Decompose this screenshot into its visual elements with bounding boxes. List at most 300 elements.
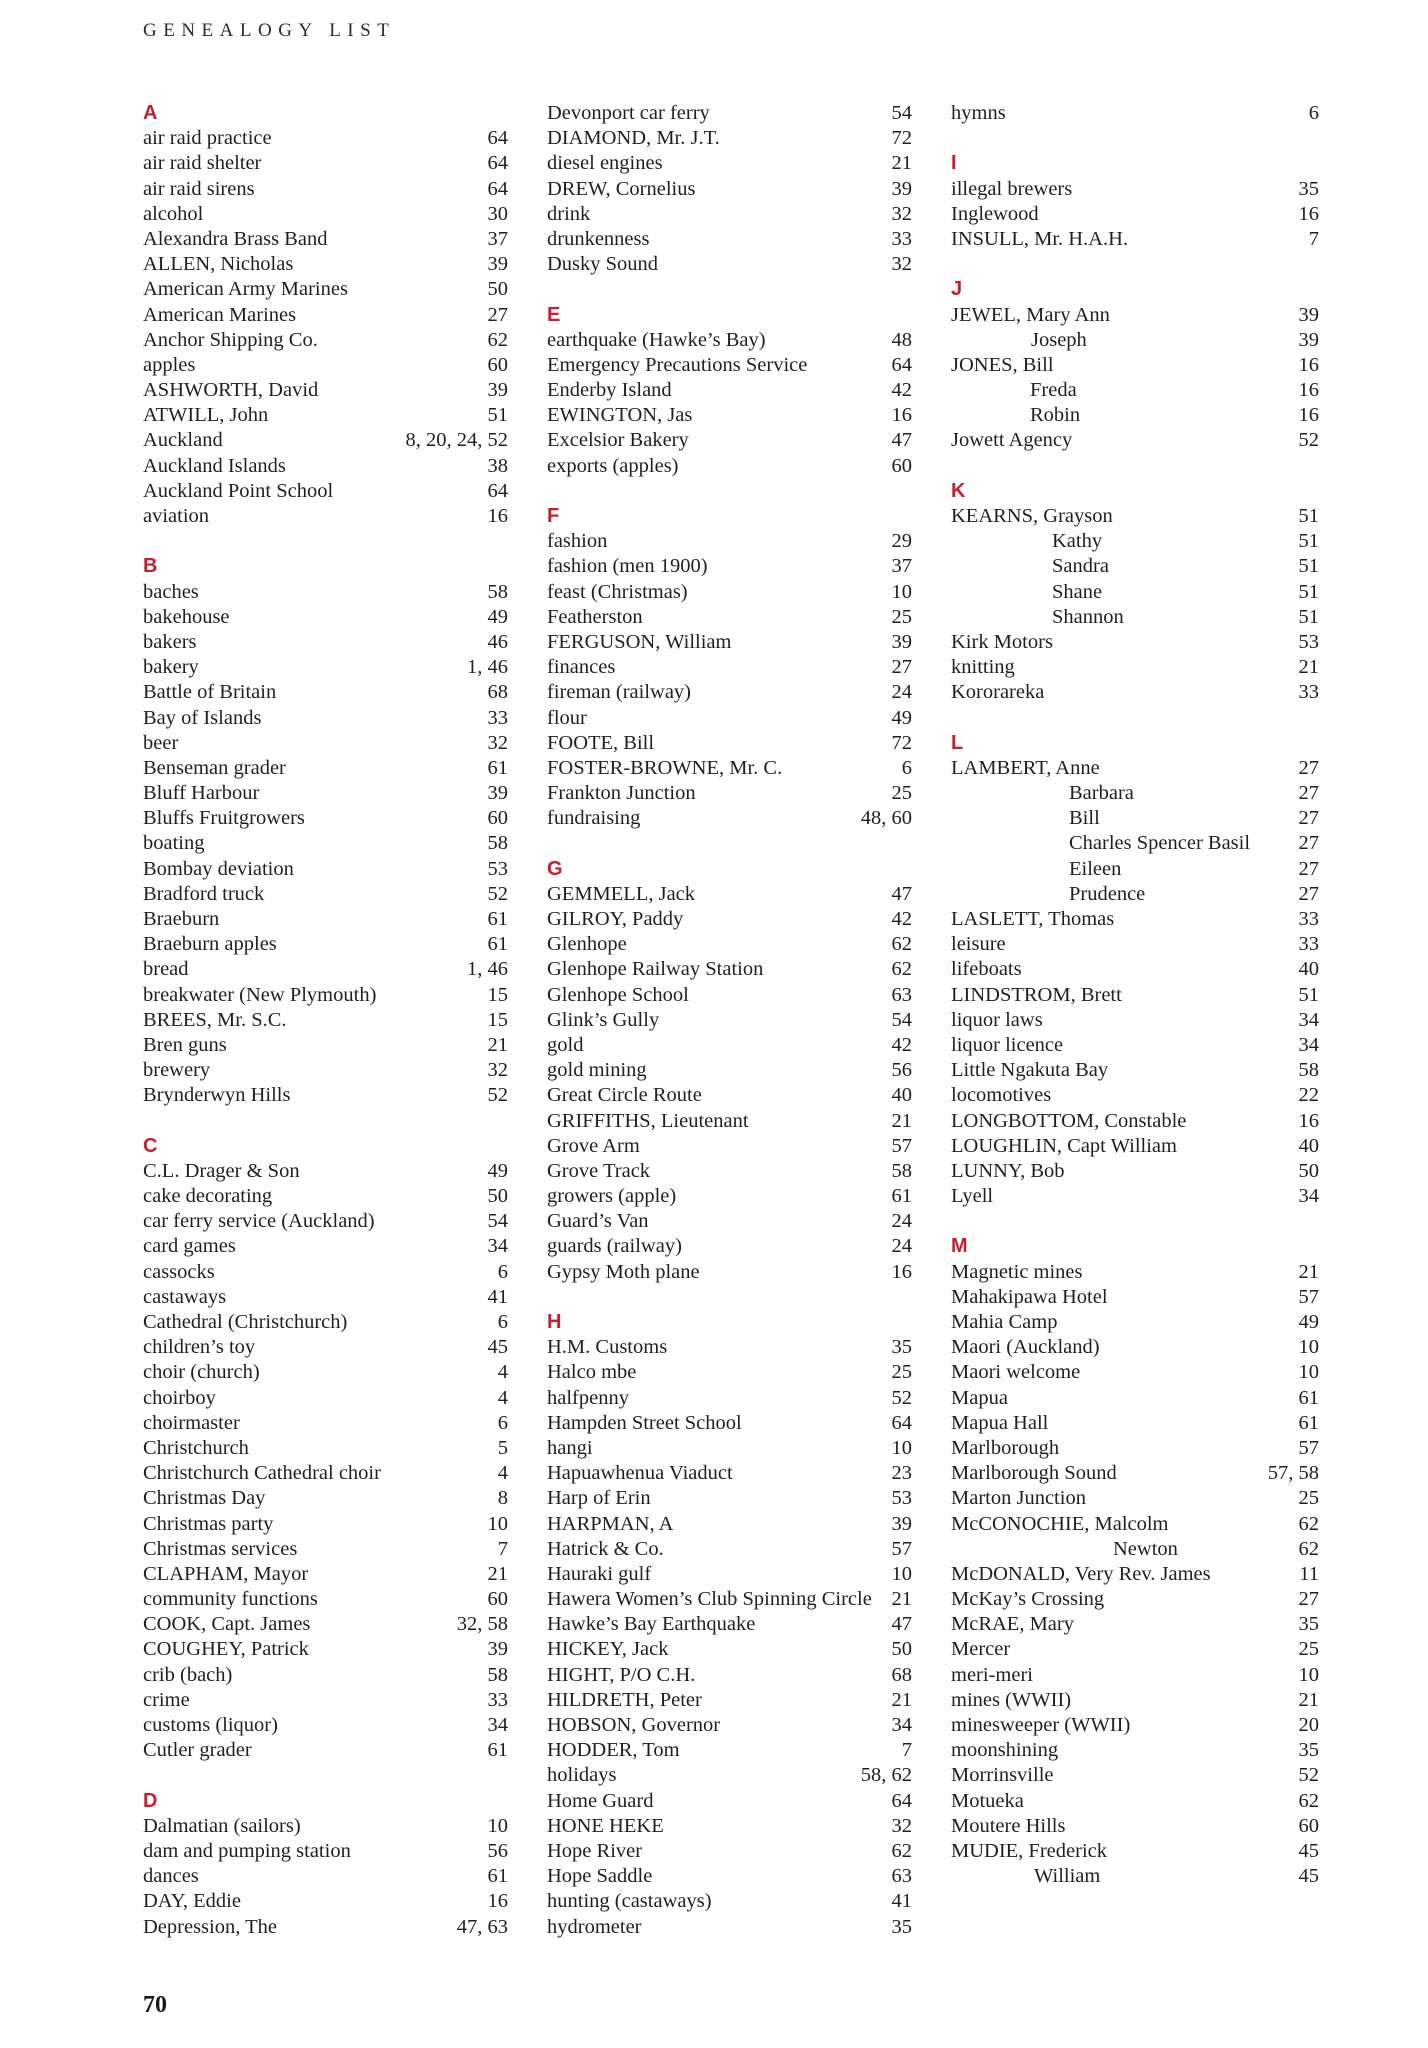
- section-letter-heading: I: [951, 152, 957, 175]
- entry-term: earthquake (Hawke’s Bay): [547, 328, 766, 351]
- index-entry: [143, 1411, 508, 1436]
- entry-term: choirmaster: [143, 1411, 240, 1434]
- entry-term: gold: [547, 1033, 584, 1056]
- index-entry: [143, 1360, 508, 1385]
- entry-term: Cathedral (Christchurch): [143, 1311, 348, 1333]
- entry-page-refs: 20: [1298, 1714, 1319, 1736]
- entry-term: COOK, Capt. James: [143, 1613, 311, 1636]
- entry-page-refs: 32: [487, 731, 508, 754]
- index-entry: [547, 1889, 912, 1914]
- entry-term: McCONOCHIE, Malcolm: [951, 1512, 1169, 1535]
- entry-term: Auckland: [143, 429, 223, 452]
- entry-page-refs: 60: [1298, 1814, 1319, 1837]
- entry-page-refs: 62: [891, 933, 912, 956]
- entry-term: JEWEL, Mary Ann: [951, 303, 1110, 326]
- entry-term: Kathy: [1052, 530, 1103, 553]
- entry-page-refs: 27: [1298, 882, 1319, 905]
- entry-page-refs: 24: [891, 681, 912, 704]
- entry-term: Cutler grader: [143, 1739, 252, 1762]
- entry-term: Glenhope: [547, 933, 627, 956]
- entry-page-refs: 47, 63: [456, 1915, 508, 1938]
- index-entry: [547, 1612, 912, 1637]
- entry-term: Frankton Junction: [547, 782, 696, 805]
- entry-term: FERGUSON, William: [547, 630, 732, 653]
- index-entry: [547, 554, 912, 579]
- section-gap: [143, 529, 508, 554]
- index-entry: [951, 1285, 1319, 1310]
- entry-page-refs: 58: [891, 1159, 912, 1182]
- entry-page-refs: 61: [487, 756, 508, 779]
- index-entry: [143, 1486, 508, 1511]
- index-entry: [951, 1386, 1319, 1411]
- entry-page-refs: 52: [487, 882, 508, 905]
- entry-term: Glenhope Railway Station: [547, 958, 764, 981]
- entry-page-refs: 6: [497, 1311, 508, 1333]
- index-column-2: [547, 101, 912, 1940]
- entry-term: dam and pumping station: [143, 1839, 351, 1862]
- entry-term: BREES, Mr. S.C.: [143, 1008, 287, 1031]
- entry-term: Bill: [1069, 807, 1100, 830]
- entry-page-refs: 33: [891, 227, 912, 250]
- entry-page-refs: 62: [1298, 1789, 1319, 1812]
- index-entry: [143, 806, 508, 831]
- section-letter-heading: E: [547, 303, 561, 326]
- entry-page-refs: 16: [1298, 1109, 1319, 1132]
- index-entry: [143, 1159, 508, 1184]
- page-number: 70: [143, 1992, 167, 2018]
- index-entry: [547, 907, 912, 932]
- index-entry: [951, 983, 1319, 1008]
- entry-page-refs: 40: [891, 1084, 912, 1107]
- entry-term: Hampden Street School: [547, 1411, 742, 1434]
- entry-page-refs: 61: [487, 1739, 508, 1762]
- entry-term: minesweeper (WWII): [951, 1714, 1131, 1736]
- entry-term: HIGHT, P/O C.H.: [547, 1663, 696, 1686]
- index-entry: [143, 731, 508, 756]
- entry-page-refs: 6: [1308, 102, 1319, 124]
- entry-term: Glenhope School: [547, 983, 689, 1006]
- entry-page-refs: 46: [487, 630, 508, 653]
- entry-term: Marlborough Sound: [951, 1462, 1117, 1485]
- entry-term: Harp of Erin: [547, 1487, 651, 1510]
- entry-page-refs: 29: [891, 530, 912, 553]
- entry-term: Bradford truck: [143, 882, 265, 905]
- entry-page-refs: 57: [1298, 1436, 1319, 1459]
- index-entry: [547, 126, 912, 151]
- entry-term: hydrometer: [547, 1915, 642, 1938]
- entry-page-refs: 16: [1298, 353, 1319, 376]
- entry-term: choir (church): [143, 1361, 260, 1384]
- entry-term: breakwater (New Plymouth): [143, 983, 377, 1006]
- entry-page-refs: 34: [1298, 1033, 1319, 1056]
- entry-page-refs: 64: [487, 479, 508, 502]
- entry-page-refs: 72: [891, 127, 912, 150]
- entry-term: FOOTE, Bill: [547, 731, 655, 754]
- entry-page-refs: 63: [891, 983, 912, 1006]
- section-letter-heading: M: [951, 1235, 968, 1258]
- section-letter-heading: L: [951, 731, 964, 754]
- index-entry: [547, 202, 912, 227]
- entry-term: H.M. Customs: [547, 1336, 668, 1359]
- entry-term: Mahia Camp: [951, 1311, 1058, 1333]
- entry-page-refs: 60: [891, 454, 912, 477]
- entry-term: finances: [547, 656, 616, 679]
- entry-page-refs: 64: [891, 1789, 912, 1812]
- entry-term: Eileen: [1069, 857, 1122, 880]
- entry-term: CLAPHAM, Mayor: [143, 1562, 309, 1585]
- index-entry: [951, 202, 1319, 227]
- entry-term: crime: [143, 1688, 190, 1711]
- index-entry: [143, 1889, 508, 1914]
- index-entry: [951, 1159, 1319, 1184]
- entry-page-refs: 64: [487, 127, 508, 150]
- index-entry: [143, 1637, 508, 1662]
- index-entry: [143, 605, 508, 630]
- entry-page-refs: 22: [1298, 1084, 1319, 1107]
- section-gap: [547, 277, 912, 302]
- index-entry: [951, 529, 1319, 554]
- entry-term: Glink’s Gully: [547, 1008, 660, 1031]
- index-entry: [547, 227, 912, 252]
- section-gap: [143, 1763, 508, 1788]
- entry-page-refs: 63: [891, 1865, 912, 1888]
- entry-page-refs: 48: [891, 328, 912, 351]
- index-entry: [547, 605, 912, 630]
- index-entry: [951, 378, 1319, 403]
- section-letter-heading: J: [951, 278, 963, 301]
- entry-term: Sandra: [1052, 555, 1109, 578]
- entry-term: HONE HEKE: [547, 1814, 664, 1837]
- index-entry: [951, 605, 1319, 630]
- index-entry: [951, 1411, 1319, 1436]
- section-letter-heading: H: [547, 1311, 562, 1333]
- entry-page-refs: 60: [487, 1588, 508, 1611]
- entry-term: community functions: [143, 1588, 318, 1611]
- index-entry: [547, 529, 912, 554]
- entry-page-refs: 27: [891, 656, 912, 679]
- entry-page-refs: 51: [1298, 530, 1319, 553]
- entry-term: gold mining: [547, 1059, 647, 1082]
- index-entry: [951, 1864, 1319, 1889]
- index-entry: [143, 303, 508, 328]
- entry-term: air raid shelter: [143, 152, 262, 175]
- entry-page-refs: 10: [891, 580, 912, 603]
- entry-page-refs: 34: [1298, 1008, 1319, 1031]
- entry-term: Magnetic mines: [951, 1260, 1083, 1283]
- index-entry: [547, 1260, 912, 1285]
- entry-term: Kororareka: [951, 681, 1045, 704]
- entry-term: American Marines: [143, 303, 297, 326]
- index-entry: [143, 177, 508, 202]
- entry-page-refs: 54: [891, 102, 912, 124]
- index-entry: [547, 1512, 912, 1537]
- index-entry: [951, 655, 1319, 680]
- entry-page-refs: 21: [1298, 656, 1319, 679]
- entry-page-refs: 48, 60: [860, 807, 912, 830]
- index-entry: [547, 1008, 912, 1033]
- entry-page-refs: 39: [1298, 328, 1319, 351]
- entry-page-refs: 58: [487, 580, 508, 603]
- entry-page-refs: 10: [487, 1512, 508, 1535]
- entry-term: bread: [143, 958, 189, 981]
- index-entry: [951, 630, 1319, 655]
- entry-page-refs: 23: [891, 1462, 912, 1485]
- index-entry: [547, 378, 912, 403]
- entry-page-refs: 39: [487, 782, 508, 805]
- entry-page-refs: 25: [891, 605, 912, 628]
- entry-term: Braeburn apples: [143, 933, 277, 956]
- index-entry: [547, 882, 912, 907]
- index-entry: [143, 252, 508, 277]
- entry-page-refs: 72: [891, 731, 912, 754]
- index-entry: [143, 1839, 508, 1864]
- entry-page-refs: 52: [487, 1084, 508, 1107]
- index-entry: [547, 1335, 912, 1360]
- entry-page-refs: 39: [487, 1638, 508, 1661]
- entry-page-refs: 62: [1298, 1537, 1319, 1560]
- entry-term: LONGBOTTOM, Constable: [951, 1109, 1187, 1132]
- entry-term: Morrinsville: [951, 1764, 1054, 1787]
- index-entry: [143, 983, 508, 1008]
- index-entry: [143, 1537, 508, 1562]
- entry-term: drunkenness: [547, 227, 650, 250]
- entry-term: Bren guns: [143, 1033, 227, 1056]
- entry-term: Battle of Britain: [143, 681, 277, 704]
- index-entry: [143, 756, 508, 781]
- index-entry: [143, 1008, 508, 1033]
- entry-term: Auckland Point School: [143, 479, 334, 502]
- entry-term: fashion (men 1900): [547, 555, 708, 578]
- entry-page-refs: 33: [1298, 933, 1319, 956]
- entry-page-refs: 34: [891, 1714, 912, 1736]
- entry-page-refs: 40: [1298, 958, 1319, 981]
- index-entry: [951, 328, 1319, 353]
- entry-term: Hope River: [547, 1839, 643, 1862]
- entry-page-refs: 39: [891, 1512, 912, 1535]
- index-entry: [951, 1713, 1319, 1738]
- entry-page-refs: 35: [1298, 1613, 1319, 1636]
- index-entry: [547, 1789, 912, 1814]
- entry-term: Maori welcome: [951, 1361, 1081, 1384]
- entry-page-refs: 68: [891, 1663, 912, 1686]
- index-entry: [951, 882, 1319, 907]
- entry-term: ATWILL, John: [143, 404, 269, 427]
- index-entry: [951, 680, 1319, 705]
- entry-page-refs: 27: [1298, 756, 1319, 779]
- entry-term: cassocks: [143, 1260, 215, 1283]
- index-entry: [143, 1814, 508, 1839]
- index-entry: [143, 1915, 508, 1940]
- entry-page-refs: 47: [891, 1613, 912, 1636]
- index-entry: [951, 1663, 1319, 1688]
- entry-page-refs: 61: [891, 1185, 912, 1208]
- index-entry: [951, 806, 1319, 831]
- index-entry: [951, 1260, 1319, 1285]
- entry-page-refs: 62: [1298, 1512, 1319, 1535]
- entry-term: Charles Spencer Basil: [1069, 832, 1251, 855]
- entry-term: knitting: [951, 656, 1015, 679]
- entry-term: Moutere Hills: [951, 1814, 1066, 1837]
- index-entry: [547, 1814, 912, 1839]
- index-entry: [951, 1688, 1319, 1713]
- entry-page-refs: 49: [487, 605, 508, 628]
- entry-term: Bay of Islands: [143, 706, 262, 729]
- entry-page-refs: 33: [487, 706, 508, 729]
- entry-page-refs: 57: [891, 1537, 912, 1560]
- index-entry: [951, 1360, 1319, 1385]
- entry-term: Depression, The: [143, 1915, 277, 1938]
- entry-page-refs: 10: [1298, 1361, 1319, 1384]
- entry-page-refs: 50: [487, 278, 508, 301]
- entry-page-refs: 27: [1298, 807, 1319, 830]
- entry-term: HOBSON, Governor: [547, 1714, 721, 1736]
- section-letter-heading: G: [547, 857, 563, 880]
- index-entry: [547, 1486, 912, 1511]
- entry-page-refs: 8: [497, 1487, 508, 1510]
- entry-page-refs: 49: [891, 706, 912, 729]
- index-entry: [951, 1637, 1319, 1662]
- entry-page-refs: 42: [891, 908, 912, 930]
- index-entry: [951, 303, 1319, 328]
- entry-term: liquor licence: [951, 1033, 1064, 1056]
- entry-page-refs: 54: [487, 1210, 508, 1233]
- index-entry: [143, 1738, 508, 1763]
- entry-term: brewery: [143, 1059, 211, 1082]
- entry-page-refs: 35: [891, 1915, 912, 1938]
- index-entry: [143, 1612, 508, 1637]
- entry-term: diesel engines: [547, 152, 663, 175]
- index-entry: [547, 1159, 912, 1184]
- index-entry: [143, 277, 508, 302]
- entry-term: drink: [547, 202, 591, 225]
- entry-page-refs: 21: [1298, 1688, 1319, 1711]
- entry-page-refs: 27: [1298, 1588, 1319, 1611]
- entry-term: Enderby Island: [547, 379, 672, 402]
- index-entry: [143, 580, 508, 605]
- index-entry: [143, 781, 508, 806]
- entry-page-refs: 34: [487, 1714, 508, 1736]
- index-entry: [547, 580, 912, 605]
- section-gap: [547, 831, 912, 856]
- index-entry: [951, 580, 1319, 605]
- index-entry: [547, 1587, 912, 1612]
- entry-term: illegal brewers: [951, 177, 1073, 200]
- entry-term: Emergency Precautions Service: [547, 353, 808, 376]
- index-entry: [951, 1033, 1319, 1058]
- entry-page-refs: 45: [487, 1336, 508, 1359]
- entry-term: moonshining: [951, 1739, 1059, 1762]
- entry-term: ASHWORTH, David: [143, 379, 319, 402]
- index-entry: [547, 403, 912, 428]
- entry-term: GEMMELL, Jack: [547, 882, 696, 905]
- entry-page-refs: 49: [1298, 1311, 1319, 1333]
- entry-term: flour: [547, 706, 587, 729]
- entry-term: crib (bach): [143, 1663, 233, 1686]
- index-entry: [143, 403, 508, 428]
- entry-term: COUGHEY, Patrick: [143, 1638, 309, 1661]
- section-gap: [143, 1109, 508, 1134]
- index-entry: [547, 1713, 912, 1738]
- entry-page-refs: 37: [891, 555, 912, 578]
- index-entry: [547, 328, 912, 353]
- entry-term: Alexandra Brass Band: [143, 227, 328, 250]
- index-entry: [143, 428, 508, 453]
- index-entry: [143, 1688, 508, 1713]
- index-entry: [547, 1234, 912, 1259]
- index-entry: [951, 1486, 1319, 1511]
- section-letter-heading: B: [143, 555, 158, 578]
- index-entry: [143, 1436, 508, 1461]
- index-entry: [951, 1008, 1319, 1033]
- index-entry: [143, 378, 508, 403]
- index-entry: [547, 1763, 912, 1788]
- index-entry: [547, 630, 912, 655]
- index-entry: [951, 1436, 1319, 1461]
- entry-term: Marton Junction: [951, 1487, 1086, 1510]
- index-entry: [547, 756, 912, 781]
- entry-page-refs: 27: [1298, 857, 1319, 880]
- entry-term: ALLEN, Nicholas: [143, 253, 294, 276]
- index-entry: [143, 1386, 508, 1411]
- entry-term: Featherston: [547, 605, 643, 628]
- index-entry: [951, 1335, 1319, 1360]
- entry-page-refs: 42: [891, 379, 912, 402]
- section-gap: [951, 126, 1319, 151]
- index-entry: [143, 1234, 508, 1259]
- entry-page-refs: 16: [891, 404, 912, 427]
- entry-page-refs: 16: [1298, 202, 1319, 225]
- entry-term: Motueka: [951, 1789, 1024, 1812]
- entry-term: Grove Track: [547, 1159, 651, 1182]
- entry-page-refs: 56: [487, 1839, 508, 1862]
- index-entry: [951, 1839, 1319, 1864]
- entry-page-refs: 21: [891, 1688, 912, 1711]
- entry-term: LAMBERT, Anne: [951, 756, 1100, 779]
- entry-term: American Army Marines: [143, 278, 348, 301]
- index-entry: [143, 1461, 508, 1486]
- entry-page-refs: 38: [487, 454, 508, 477]
- entry-term: Shannon: [1052, 605, 1124, 628]
- index-entry: [143, 454, 508, 479]
- entry-term: Gypsy Moth plane: [547, 1260, 700, 1283]
- entry-term: Braeburn: [143, 908, 220, 930]
- entry-page-refs: 64: [487, 177, 508, 200]
- entry-page-refs: 32: [891, 202, 912, 225]
- entry-term: Guard’s Van: [547, 1210, 649, 1233]
- index-entry: [143, 1864, 508, 1889]
- entry-term: William: [1034, 1865, 1101, 1888]
- entry-term: choirboy: [143, 1386, 216, 1409]
- entry-term: Christchurch Cathedral choir: [143, 1462, 381, 1485]
- entry-page-refs: 39: [891, 630, 912, 653]
- index-entry: [547, 957, 912, 982]
- section-gap: [951, 454, 1319, 479]
- index-entry: [143, 655, 508, 680]
- index-entry: [547, 1663, 912, 1688]
- entry-page-refs: 21: [891, 1588, 912, 1611]
- index-entry: [547, 1915, 912, 1940]
- entry-page-refs: 50: [1298, 1159, 1319, 1182]
- entry-term: Mahakipawa Hotel: [951, 1285, 1108, 1308]
- entry-page-refs: 47: [891, 882, 912, 905]
- index-entry: [143, 882, 508, 907]
- section-gap: [951, 706, 1319, 731]
- entry-term: Bombay deviation: [143, 857, 294, 880]
- entry-term: holidays: [547, 1764, 617, 1787]
- index-entry: [547, 781, 912, 806]
- entry-term: Hawera Women’s Club Spinning Circle: [547, 1588, 872, 1611]
- index-entry: [951, 353, 1319, 378]
